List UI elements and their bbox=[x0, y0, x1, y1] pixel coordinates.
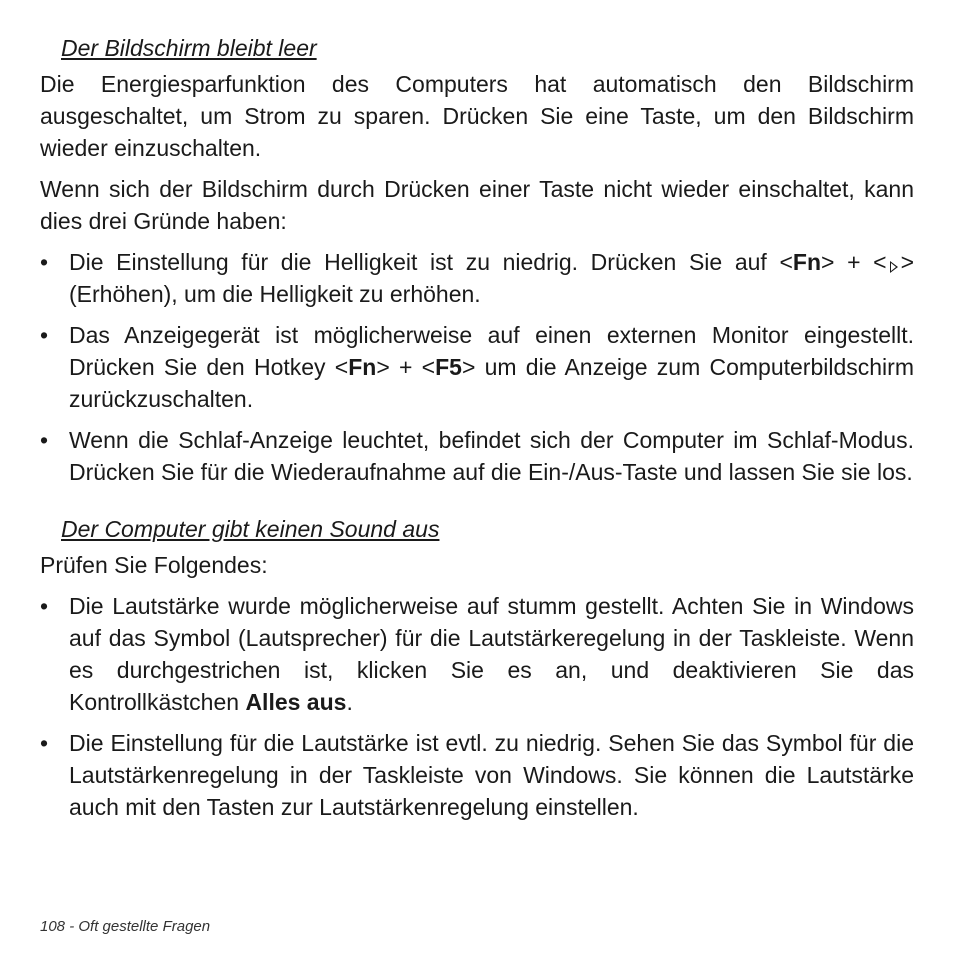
bullet-marker: • bbox=[40, 593, 49, 619]
bullet-marker: • bbox=[40, 730, 49, 756]
page-footer: 108 - Oft gestellte Fragen bbox=[40, 918, 211, 935]
bullet-text: Die Einstellung für die Helligkeit ist zu niedrig. Drücken Sie auf < bbox=[69, 249, 793, 275]
list-item bbox=[40, 590, 914, 718]
paragraph-three-reasons: Wenn sich der Bildschirm durch Drücken einer Taste nicht wieder einschaltet, kann dies drei Gründe haben: bbox=[40, 176, 914, 234]
bullet-text: Das Anzeigegerät ist möglicherweise auf einen externen Monitor eingestellt. Drücken Sie den Hotkey < bbox=[69, 322, 914, 380]
bold-term: Alles aus bbox=[245, 689, 347, 715]
bullet-text: . bbox=[346, 689, 353, 715]
bullet-text: Die Lautstärke wurde möglicherweise auf stumm gestellt. Achten Sie in Windows auf das Symbol (Lautsprecher) für die Lautstärkeregelung in der Taskleiste. Wenn es durchgestrichen ist, klicken Sie es an, und deaktivieren Sie das Kontrollkästchen bbox=[69, 593, 914, 715]
key-label: F5 bbox=[435, 354, 462, 380]
paragraph-energy-saving: Die Energiesparfunktion des Computers hat automatisch den Bildschirm ausgeschaltet, um Strom zu sparen. Drücken Sie eine Taste, um den Bildschirm wieder einzuschalten. bbox=[40, 71, 914, 161]
key-label: Fn bbox=[348, 354, 377, 380]
list-item bbox=[40, 246, 914, 310]
bullet-text: Die Einstellung für die Lautstärke ist evtl. zu niedrig. Sehen Sie das Symbol für die Lautstärkenregelung in der Taskleiste von Windows. Sie können die Lautstärke auch mit den Tasten zur Lautstärkenregelung einstellen. bbox=[69, 730, 914, 820]
bullet-text: > (Erhöhen), um die Helligkeit zu erhöhen. bbox=[69, 249, 915, 307]
bullet-list-screen bbox=[40, 246, 914, 488]
key-label: Fn bbox=[792, 249, 821, 275]
paragraph-check-following: Prüfen Sie Folgendes: bbox=[40, 552, 268, 578]
bullet-list-sound bbox=[40, 590, 914, 823]
list-item bbox=[40, 727, 914, 823]
bullet-marker: • bbox=[40, 322, 49, 348]
bullet-marker: • bbox=[40, 249, 49, 275]
page-content bbox=[40, 32, 914, 832]
section-heading-screen-blank: Der Bildschirm bleibt leer bbox=[61, 35, 317, 61]
bullet-text: > + < bbox=[821, 249, 887, 275]
brightness-up-icon bbox=[890, 261, 898, 273]
bullet-text: > + < bbox=[376, 354, 436, 380]
section-heading-no-sound: Der Computer gibt keinen Sound aus bbox=[61, 516, 440, 542]
list-item bbox=[40, 424, 914, 488]
bullet-text: Wenn die Schlaf-Anzeige leuchtet, befindet sich der Computer im Schlaf-Modus. Drücken Sie für die Wiederaufnahme auf die Ein-/Aus-Taste und lassen Sie sie los. bbox=[69, 427, 914, 485]
list-item bbox=[40, 319, 914, 415]
bullet-text: > um die Anzeige zum Computerbildschirm zurückzuschalten. bbox=[69, 354, 914, 412]
bullet-marker: • bbox=[40, 427, 49, 453]
